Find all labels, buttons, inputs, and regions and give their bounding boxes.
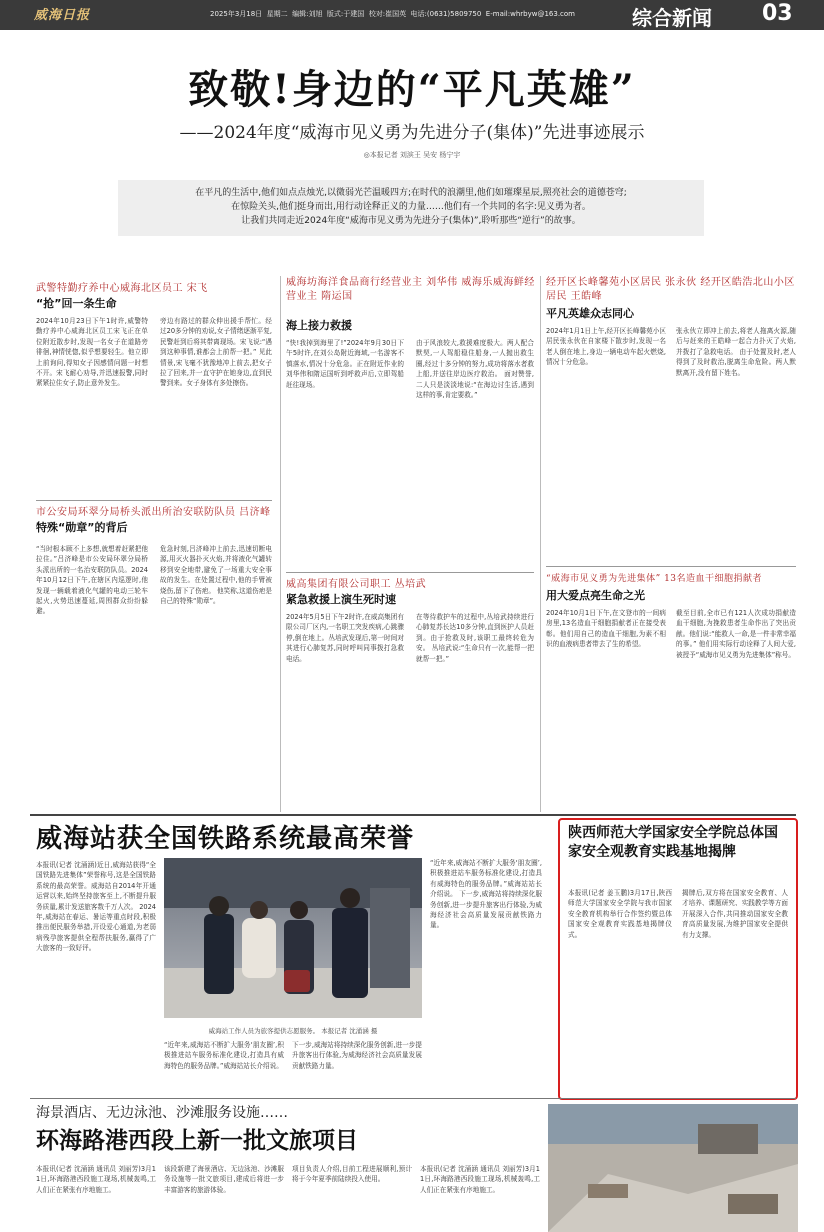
story-kicker: 威海坊海洋食品商行经营业主 刘华伟 威海乐威海鲜经营业主 隋运国 [286, 277, 535, 302]
masthead-email: E-mail:whrbyw@163.com [485, 10, 575, 18]
section-divider [30, 1098, 796, 1099]
story-body [416, 612, 534, 808]
tourism-body [420, 1164, 540, 1230]
story-title: 用大爱点亮生命之光 [546, 589, 645, 602]
lead-intro-line: 让我们共同走近2024年度“威海市见义勇为先进分子(集体)”,聆听那些“逆行”的故事。 [241, 216, 581, 226]
railway-photo-caption: 威海站工作人员为旅客提供志愿服务。 本报记者 沈涌涵 摄 [208, 1027, 378, 1035]
railway-paragraph: 本报讯(记者 沈涌涵)近日,威海站获得“全国铁路先进集体”荣誉称号,这是全国铁路系统的最高荣誉。威海站自2014年开通运营以来,始终坚持旅客至上,不断提升服务质量,累计发送旅客数千万人次。 [36, 861, 156, 911]
story-body [36, 316, 148, 492]
story-kicker: “威海市见义勇为先进集体” 13名造血干细胞捐献者 [546, 574, 763, 584]
tourism-body [36, 1164, 156, 1230]
story-paragraph: 在等待救护车的过程中,丛培武持续进行心肺复苏长达10多分钟,直到医护人员赶到。由于抢救及时,该职工最终转危为安。 [416, 613, 534, 653]
tourism-title: 环海路港西段上新一批文旅项目 [36, 1127, 358, 1154]
story-paragraph: 他笑称,这道伤疤是自己的特殊“勋章”。 [160, 586, 272, 606]
divider [286, 572, 534, 573]
masthead-proof: 校对:崔国英 [368, 10, 407, 18]
story-paragraph: 由于处置及时,老人得到了及时救治,脱离生命危险。两人默默离开,没有留下姓名。 [676, 347, 796, 377]
tourism-photo [548, 1104, 798, 1232]
railway-paragraph: “近年来,威海站不断扩大服务‘朋友圈’,积极推进站车服务标准化建设,打造具有威海特色的服务品牌。”威海站站长介绍说。 [164, 1041, 284, 1070]
lead-reporters: ◎本报记者 刘滨王 吴安 杨宁宇 [363, 151, 461, 159]
shaanxi-paragraph: 揭牌后,双方将在国家安全教育、人才培养、课题研究、实践教学等方面开展深入合作,共同推动国家安全教育高质量发展,为维护国家安全提供有力支撑。 [682, 889, 788, 939]
tourism-paragraph: 项目负责人介绍,目前工程进展顺利,预计将于今年夏季前陆续投入使用。 [292, 1165, 412, 1184]
divider [546, 566, 796, 567]
tourism-photo-illustration [548, 1104, 798, 1232]
railway-body [164, 1040, 284, 1092]
story-body [160, 544, 272, 808]
railway-body [430, 858, 542, 1092]
railway-paragraph: 下一步,威海站将持续深化服务创新,进一步提升旅客出行体验,为威海经济社会高质量发展贡献铁路力量。 [292, 1041, 422, 1070]
story-paragraph: 2024年1月1日上午,经开区长峰馨苑小区居民张永伙在自家楼下散步时,发现一名老人倒在地上,身边一辆电动车起火燃烧,情况十分危急。 [546, 327, 666, 367]
divider [36, 500, 272, 501]
story-body [676, 326, 796, 562]
story-paragraph: 见此情景,宋飞毫不犹豫地冲上前去,把女子拉了回来,并一直守护在她身边,直到民警到来。女子身体有多处擦伤。 [160, 348, 272, 388]
masthead-date: 2025年3月18日 [210, 10, 263, 18]
story-paragraph: 丛培武说:“生命只有一次,能帮一把就帮一把。” [416, 644, 534, 663]
story-title: 海上接力救援 [286, 319, 352, 332]
railway-paragraph: 下一步,威海站将持续深化服务创新,进一步提升旅客出行体验,为威海经济社会高质量发展贡献铁路力量。 [430, 890, 542, 930]
story-title: 平凡英雄众志同心 [546, 307, 634, 320]
railway-title: 威海站获全国铁路系统最高荣誉 [36, 824, 415, 854]
railway-photo [164, 858, 422, 1018]
story-paragraph: 2024年5月5日下午2时许,在威高集团有限公司厂区内,一名职工突发疾病,心跳骤停,倒在地上。丛培武发现后,第一时间对其进行心肺复苏,同时呼叫同事拨打急救电话。 [286, 613, 404, 663]
shaanxi-body [568, 888, 672, 1092]
story-paragraph: “当时根本顾不上多想,就想着赶紧把他拉住。”吕济峰是市公安局环翠分局桥头派出所的一名治安联防队员。2024年10月12日下午,在辖区内巡逻时,他发现一辆载着液化气罐的电动三轮车起火,火势迅速蔓延,周围群众纷纷躲避。 [36, 545, 148, 616]
masthead-editor: 编辑:刘旭 [292, 10, 323, 18]
story-title: “抢”回一条生命 [36, 297, 117, 310]
story-kicker: 经开区长峰馨苑小区居民 张永伙 经开区皓浩北山小区居民 王皓峰 [546, 277, 795, 302]
story-kicker: 威高集团有限公司职工 丛培武 [286, 579, 427, 590]
lead-subhead: ——2024年度“威海市见义勇为先进分子(集体)”先进事迹展示 [179, 123, 645, 143]
column-divider [280, 276, 281, 812]
lead-intro-line: 在平凡的生活中,他们如点点烛光,以微弱光芒温暖四方;在时代的浪潮里,他们如璀璨星辰,照亮社会的道德苍穹; [195, 188, 627, 198]
story-body [546, 608, 666, 808]
masthead-weekday: 星期二 [266, 10, 288, 18]
masthead-logo: 威海日报 [34, 8, 91, 23]
tourism-body [292, 1164, 412, 1230]
story-kicker: 市公安局环翠分局桥头派出所治安联防队员 吕济峰 [36, 507, 271, 518]
lead-headline: 致敬!身边的“平凡英雄” [188, 66, 636, 113]
story-paragraph: 旁边有路过的群众伸出援手帮忙。经过20多分钟的劝说,女子情绪逐渐平复,民警赶到后将其带离现场。宋飞说:“遇到这种事情,谁都会上前帮一把。” [160, 317, 272, 357]
tourism-paragraph: 本报讯(记者 沈涌涵 通讯员 刘丽芳)3月11日,环海路港西段施工现场,机械轰鸣,工人们正在紧张有序地施工。 [420, 1165, 540, 1194]
shaanxi-title: 陕西师范大学国家安全学院总体国家安全观教育实践基地揭牌 [568, 825, 778, 860]
masthead-info [210, 9, 575, 19]
story-body [36, 544, 148, 808]
section-divider [30, 814, 796, 816]
railway-photo-illustration [164, 858, 422, 1018]
masthead-designer: 版式:于建国 [326, 10, 365, 18]
story-paragraph: 他们用实际行动诠释了人间大爱,被授予“威海市见义勇为先进集体”称号。 [676, 640, 796, 659]
story-body [676, 608, 796, 808]
railway-paragraph: 2024年,威海站在春运、暑运等重点时段,积极推出便民服务举措,开设爱心通道,为老弱病残孕旅客提供全程帮扶服务,赢得了广大旅客的一致好评。 [36, 902, 156, 953]
page-number: 03 [762, 1, 793, 26]
railway-paragraph: “近年来,威海站不断扩大服务‘朋友圈’,积极推进站车服务标准化建设,打造具有威海特色的服务品牌。”威海站站长介绍说。 [430, 859, 542, 899]
tourism-paragraph: 该段新建了海景酒店、无边泳池、沙滩服务设施等一批文旅项目,建成后将进一步丰富游客的旅游体验。 [164, 1165, 284, 1194]
tourism-body [164, 1164, 284, 1230]
story-paragraph: 由于风浪较大,救援难度极大。两人配合默契,一人驾船稳住船身,一人抛出救生圈,经过十多分钟的努力,成功将落水者救上船,并送往岸边医疗救治。 [416, 339, 534, 379]
section-name: 综合新闻 [632, 6, 712, 30]
story-body [546, 326, 666, 562]
story-body [286, 338, 404, 568]
story-body [160, 316, 272, 492]
railway-body [292, 1040, 422, 1092]
story-paragraph: “快!我掉到海里了!”2024年9月30日下午5时许,在刘公岛附近海域,一名游客不慎落水,情况十分危急。正在附近作业的刘华伟和隋运国听到呼救声后,立即驾船赶往现场。 [286, 339, 404, 389]
story-kicker: 武警特勤疗养中心威海北区员工 宋飞 [36, 283, 208, 294]
tourism-overline: 海景酒店、无边泳池、沙滩服务设施…… [36, 1105, 288, 1121]
railway-body [36, 860, 156, 1080]
story-paragraph: 2024年10月23日下午1时许,威警特勤疗养中心威海北区员工宋飞正在单位附近散步时,发现一名女子在道路旁徘徊,神情恍惚,似乎想要轻生。他立即上前询问,得知女子因感情问题一时想不开。宋飞耐心劝导,并迅速报警,同时紧紧拉住女子,防止意外发生。 [36, 317, 148, 388]
story-body [286, 612, 404, 808]
story-paragraph: 张永伙立即冲上前去,将老人拖离火源,随后与赶来的王皓峰一起合力扑灭了火焰,并拨打了急救电话。 [676, 327, 796, 356]
story-paragraph: 2024年10月1日下午,在文登市的一间病房里,13名造血干细胞捐献者正在接受表彰。他们用自己的造血干细胞,为素不相识的血液病患者带去了生的希望。 [546, 609, 666, 649]
shaanxi-paragraph: 本报讯(记者 姜玉鹏)3月17日,陕西师范大学国家安全学院与我市国家安全教育机构举行合作签约暨总体国家安全观教育实践基地揭牌仪式。 [568, 889, 672, 939]
story-title: 紧急救援上演生死时速 [286, 593, 396, 606]
story-paragraph: 面对赞誉,二人只是淡淡地说:“在海边讨生活,遇到这样的事,肯定要救。” [416, 370, 534, 400]
shaanxi-body [682, 888, 788, 1092]
story-paragraph: 截至目前,全市已有121人次成功捐献造血干细胞,为挽救患者生命作出了突出贡献。他们说:“能救人一命,是一件非常幸福的事。” [676, 609, 796, 649]
tourism-paragraph: 本报讯(记者 沈涌涵 通讯员 刘丽芳)3月11日,环海路港西段施工现场,机械轰鸣,工人们正在紧张有序地施工。 [36, 1165, 156, 1194]
story-paragraph: 危急时刻,吕济峰冲上前去,迅速切断电源,用灭火器扑灭火焰,并将液化气罐转移到安全地带,避免了一场重大安全事故的发生。在处置过程中,他的手臂被烧伤,留下了伤疤。 [160, 545, 272, 595]
story-title: 特殊“勋章”的背后 [36, 521, 128, 534]
lead-intro-box [118, 180, 704, 236]
column-divider [540, 276, 541, 812]
lead-intro-line: 在惊险关头,他们挺身而出,用行动诠释正义的力量……他们有一个共同的名字:见义勇为者。 [231, 202, 591, 212]
masthead-phone: 电话:(0631)5809750 [410, 10, 482, 18]
story-body [416, 338, 534, 568]
